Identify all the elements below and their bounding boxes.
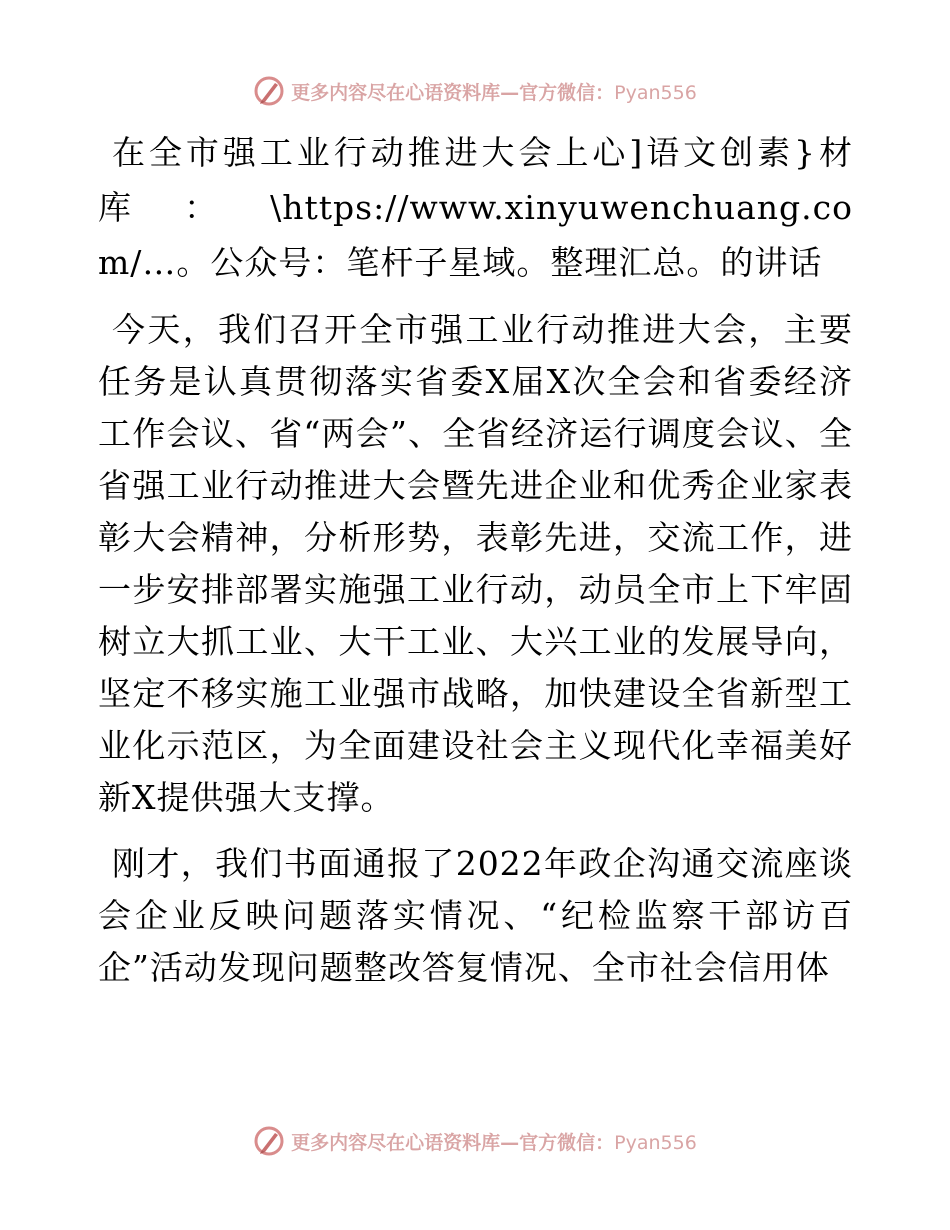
document-body: [98, 125, 853, 1008]
watermark-inner: [253, 1125, 697, 1157]
paragraph-1: 今天，我们召开全市强工业行动推进大会，主要任务是认真贯彻落实省委X届X次全会和省委经济工作会议、省“两会”、全省经济运行调度会议、全省强工业行动推进大会暨先进企业和优秀企业家表彰大会精神，分析形势，表彰先进，交流工作，进一步安排部署实施强工业行动，动员全市上下牢固树立大抓工业、大干工业、大兴工业的发展导向，坚定不移实施工业强市战略，加快建设全省新型工业化示范区，为全面建设社会主义现代化幸福美好新X提供强大支撑。: [98, 310, 853, 817]
watermark-inner: [253, 75, 697, 107]
header-watermark: [0, 71, 950, 111]
paragraph-2: 刚才，我们书面通报了2022年政企沟通交流座谈会企业反映问题落实情况、“纪检监察干部访百企”活动发现问题整改答复情况、全市社会信用体: [98, 844, 853, 987]
footer-watermark: [0, 1121, 950, 1161]
watermark-text: 更多内容尽在心语资料库—官方微信：Pyan556: [291, 81, 697, 104]
watermark-text: 更多内容尽在心语资料库—官方微信：Pyan556: [291, 1131, 697, 1154]
pen-circle-logo-icon: [253, 75, 285, 107]
pen-circle-logo-icon: [253, 1125, 285, 1157]
document-title: 在全市强工业行动推进大会上心]语文创素}材库：\https://www.xinyuwenchuang.com/…。公众号：笔杆子星域。整理汇总。的讲话: [98, 133, 853, 282]
watermark-wechat-id: Pyan556: [614, 1131, 697, 1154]
watermark-wechat-id: Pyan556: [614, 81, 697, 104]
